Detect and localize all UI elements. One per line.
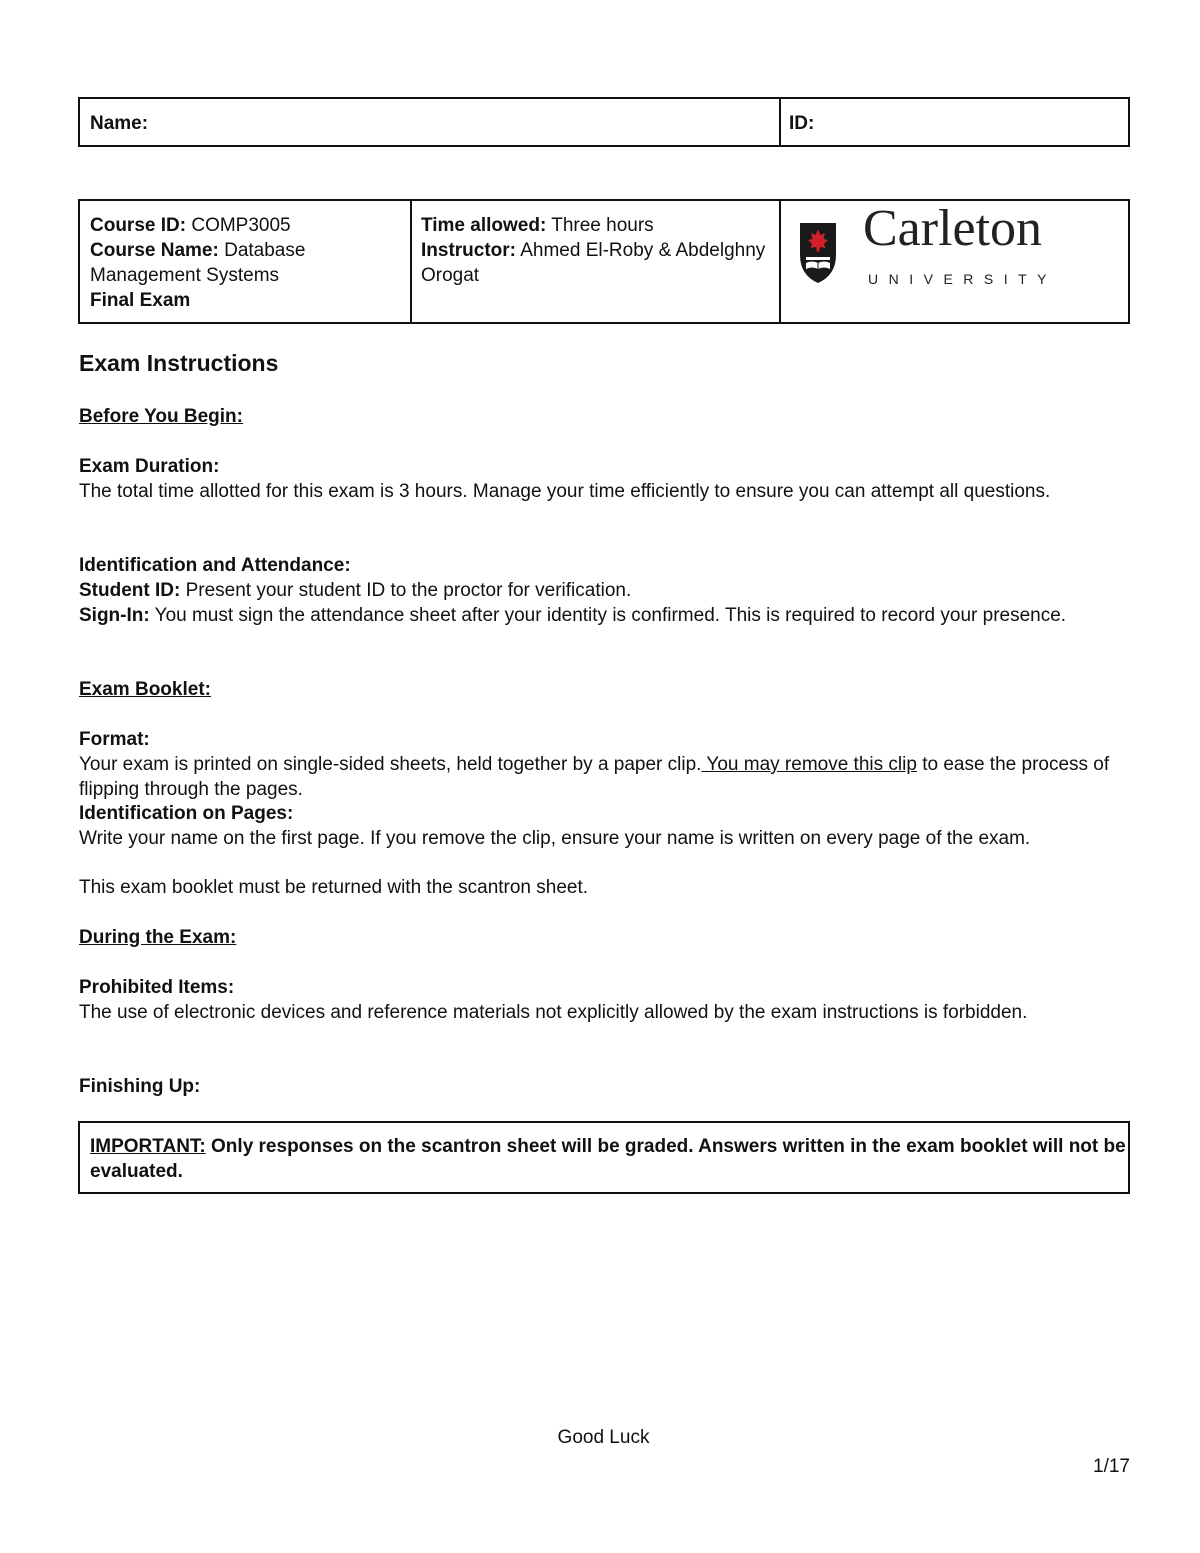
logo-subtitle: UNIVERSITY <box>868 271 1058 287</box>
return-text: This exam booklet must be returned with the scantron sheet. <box>79 877 589 898</box>
format-text-2: to ease the process of flipping through the pages. <box>79 754 1110 800</box>
signin-label: Sign-In: <box>79 605 150 626</box>
time-label: Time allowed: <box>421 215 547 236</box>
course-details-cell <box>80 201 412 322</box>
name-label: Name: <box>90 113 149 134</box>
before-heading: Before You Begin: <box>79 406 243 427</box>
duration-text: The total time allotted for this exam is 3 hours. Manage your time efficiently to ensure you can attempt all questions. <box>79 481 1051 502</box>
id-field <box>781 99 1128 145</box>
format-text-1: Your exam is printed on single-sided sheets, held together by a paper clip. <box>79 754 702 775</box>
format-heading: Format: <box>79 729 150 750</box>
instructor-value: Ahmed El-Roby & Abdelghny Orogat <box>421 240 766 286</box>
course-info-table <box>78 199 1130 324</box>
carleton-logo <box>797 200 1062 287</box>
remove-clip-text: You may remove this clip <box>701 754 917 775</box>
page-number: 1/17 <box>1093 1456 1130 1477</box>
name-field <box>80 99 781 145</box>
pages-heading: Identification on Pages: <box>79 803 294 824</box>
student-id-label: Student ID: <box>79 580 181 601</box>
page-title: Exam Instructions <box>79 350 279 376</box>
signin-text: You must sign the attendance sheet after your identity is confirmed. This is required to record your presence. <box>149 605 1067 626</box>
signin-line <box>79 603 1124 628</box>
id-label: ID: <box>789 113 815 134</box>
important-text: Only responses on the scantron sheet will be graded. Answers written in the exam booklet will not be evaluated. <box>90 1136 1126 1182</box>
name-id-table <box>78 97 1130 147</box>
exam-type: Final Exam <box>90 290 191 311</box>
course-id-value: COMP3005 <box>186 215 291 236</box>
logo-cell <box>781 201 1128 322</box>
time-value: Three hours <box>546 215 654 236</box>
shield-icon <box>797 219 839 285</box>
good-luck-text: Good Luck <box>557 1427 650 1448</box>
time-instructor-cell <box>412 201 781 322</box>
finishing-heading: Finishing Up: <box>79 1076 201 1097</box>
format-text <box>79 752 1124 802</box>
instructor-label: Instructor: <box>421 240 516 261</box>
student-id-text: Present your student ID to the proctor for verification. <box>180 580 632 601</box>
important-notice <box>78 1121 1130 1194</box>
logo-wordmark: Carleton <box>863 200 1043 257</box>
important-label: IMPORTANT: <box>90 1136 206 1157</box>
during-heading: During the Exam: <box>79 927 237 948</box>
course-name-value: Database Management Systems <box>90 240 306 286</box>
prohibited-heading: Prohibited Items: <box>79 977 235 998</box>
booklet-heading: Exam Booklet: <box>79 679 211 700</box>
pages-text: Write your name on the first page. If you remove the clip, ensure your name is written on every page of the exam. <box>79 828 1031 849</box>
prohibited-text: The use of electronic devices and reference materials not explicitly allowed by the exam instructions is forbidden. <box>79 1002 1028 1023</box>
student-id-line <box>79 578 1124 603</box>
course-id-label: Course ID: <box>90 215 187 236</box>
duration-heading: Exam Duration: <box>79 456 220 477</box>
course-name-label: Course Name: <box>90 240 219 261</box>
identification-heading: Identification and Attendance: <box>79 555 351 576</box>
